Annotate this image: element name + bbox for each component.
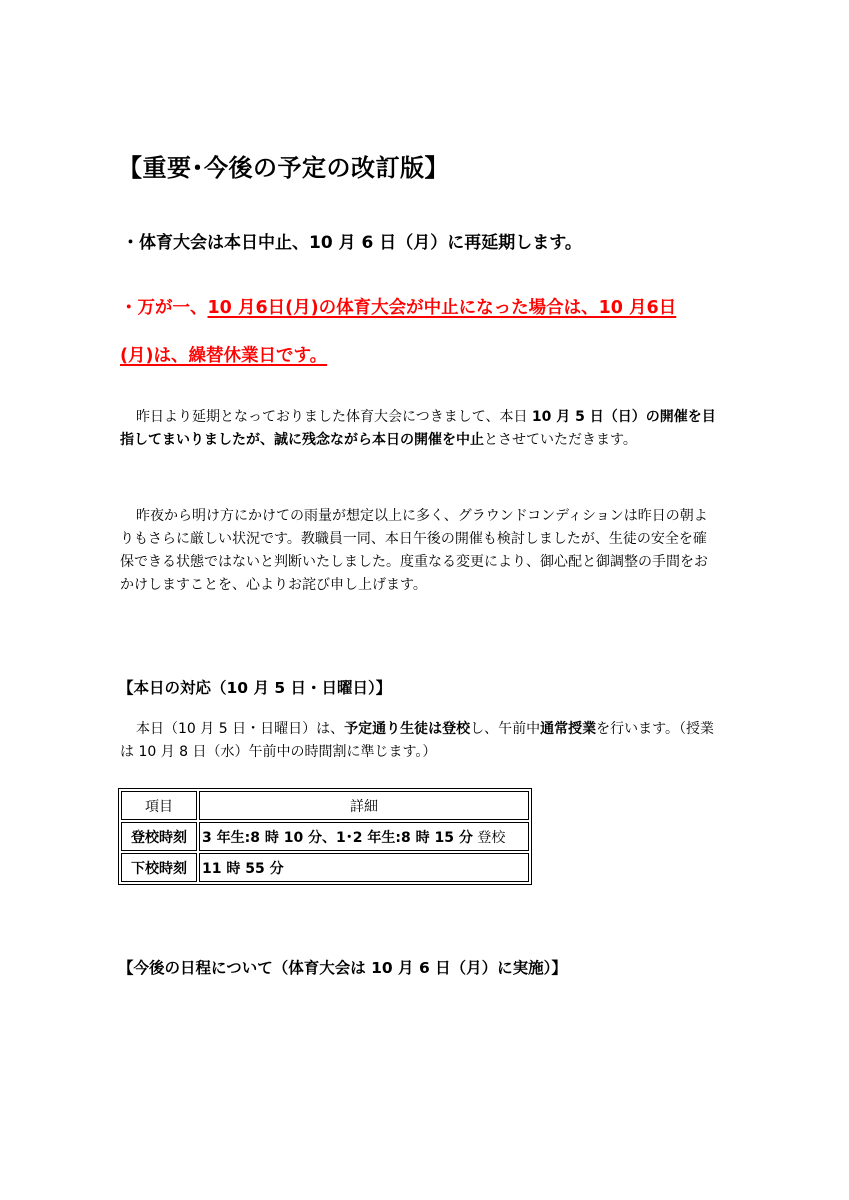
schedule-table — [118, 788, 532, 885]
reason-paragraph: 昨夜から明け方にかけての雨量が想定以上に多く、グラウンドコンディションは昨日の朝よりもさらに厳しい状況です。教職員一同、本日午後の開催も検討しましたが、生徒の安全を確保できる状態ではないと判断いたしました。度重なる変更により、御心配と御調整の手間をおかけしますことを、心よりお詫び申し上げます。 — [120, 508, 708, 593]
paragraph1-text-b: とさせていただきます。 — [484, 432, 637, 448]
table-cell-detail — [199, 853, 529, 882]
detail-bold: 11 時 55 分 — [202, 860, 284, 877]
paragraph3-bold-b: 通常授業 — [540, 721, 597, 737]
paragraph3-text-c: を行います。（授業は 10 月 8 日（水）午前中の時間割に準じます。） — [120, 721, 714, 760]
today-response-paragraph — [120, 718, 720, 764]
paragraph3-bold-a: 予定通り生徒は登校 — [344, 721, 471, 737]
contingency-underlined-line1: 10 月6日(月)の体育大会が中止になった場合は、10 月6日 — [207, 298, 677, 318]
detail-plain: 登校 — [472, 829, 506, 846]
table-cell-item: 下校時刻 — [121, 853, 197, 882]
contingency-notice-line2 — [120, 348, 327, 366]
paragraph3-text-b: し、午前中 — [470, 721, 541, 737]
table-header-row — [121, 791, 529, 820]
paragraph3-text-a: 本日（10 月 5 日・日曜日）は、 — [136, 721, 345, 737]
page-title: 【重要･今後の予定の改訂版】 — [118, 154, 449, 182]
contingency-prefix: ・万が一、 — [120, 298, 208, 318]
today-response-heading: 【本日の対応（10 月 5 日・日曜日）】 — [118, 679, 392, 697]
paragraph1-bold: 10 月 5 日（日）の開催を目指してまいりましたが、誠に残念ながら本日の開催を中止 — [120, 409, 716, 448]
table-row — [121, 853, 529, 882]
contingency-notice-line1 — [120, 300, 676, 318]
table-header-item: 項目 — [121, 791, 197, 820]
paragraph1-text-a: 昨日より延期となっておりました体育大会につきまして、本日 — [136, 409, 532, 425]
table-cell-detail — [199, 822, 529, 851]
contingency-underlined-line2: (月)は、繰替休業日です。 — [120, 346, 328, 366]
detail-bold: 3 年生:8 時 10 分、1･2 年生:8 時 15 分 — [202, 829, 473, 846]
table-row — [121, 822, 529, 851]
table-header-detail: 詳細 — [199, 791, 529, 820]
cancellation-paragraph — [120, 406, 720, 452]
future-schedule-heading: 【今後の日程について（体育大会は 10 月 6 日（月）に実施）】 — [118, 959, 567, 977]
table-cell-item: 登校時刻 — [121, 822, 197, 851]
postponement-notice: ・体育大会は本日中止、10 月 6 日（月）に再延期します。 — [122, 233, 582, 253]
